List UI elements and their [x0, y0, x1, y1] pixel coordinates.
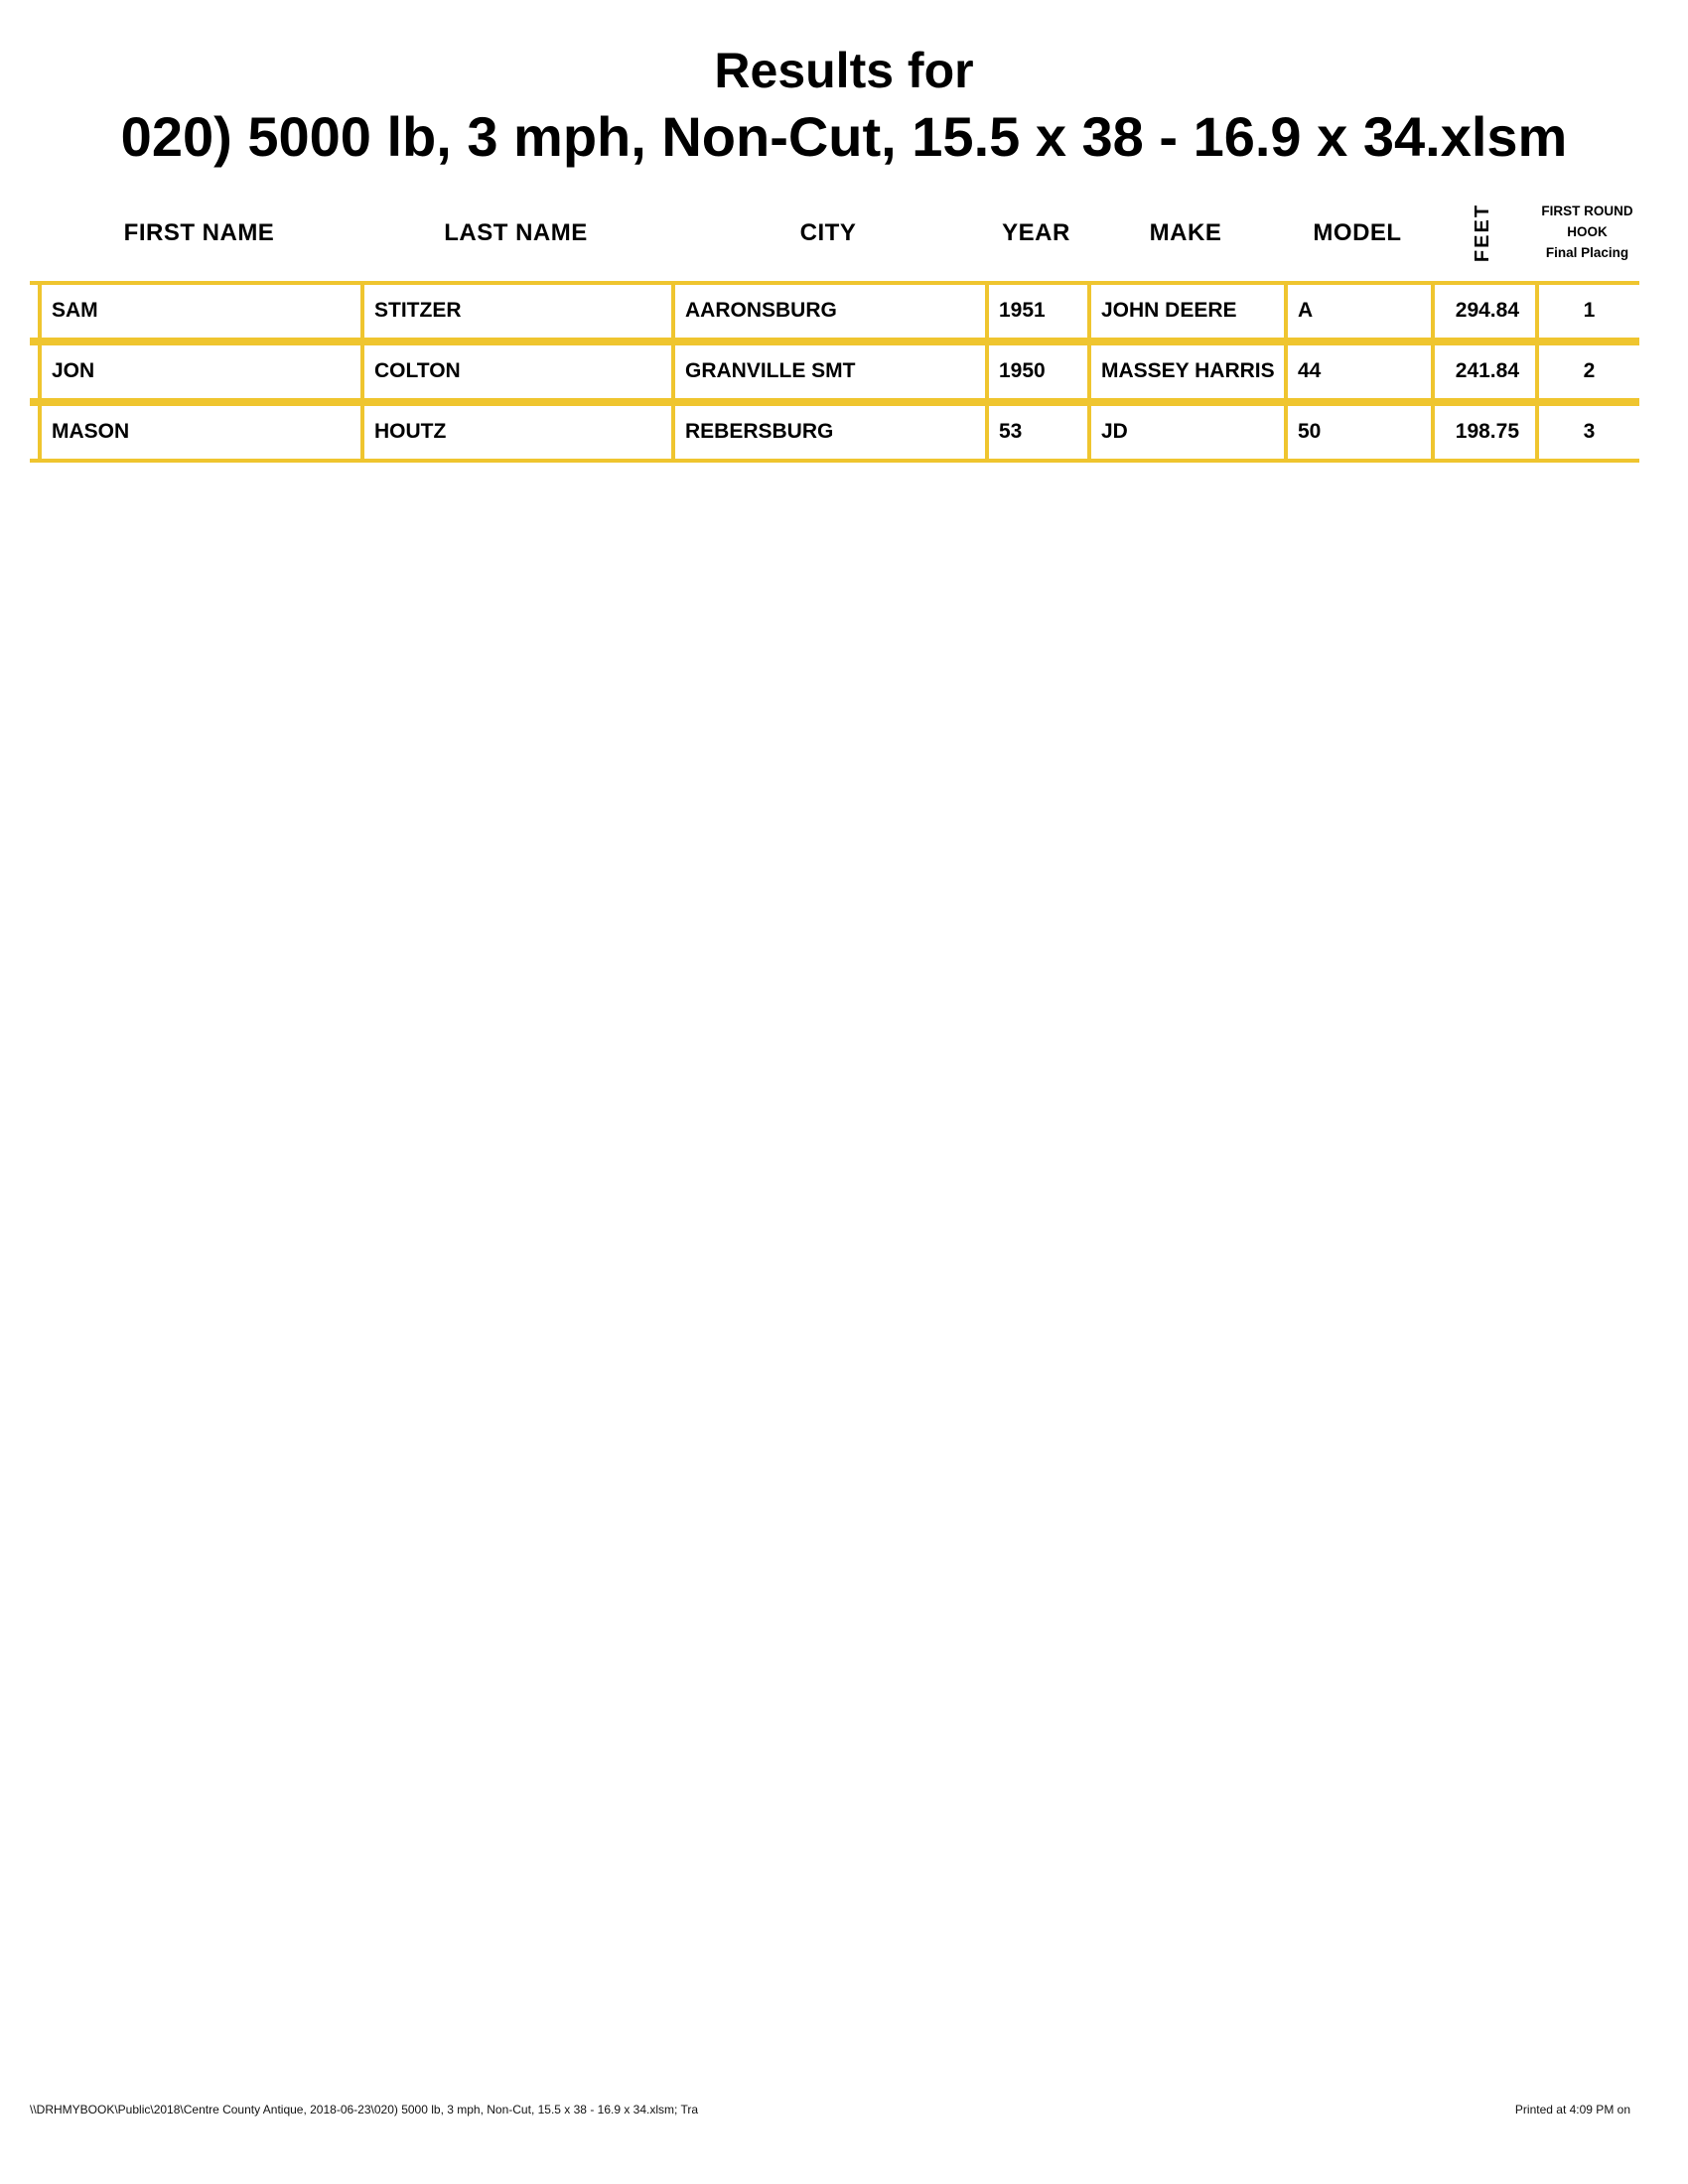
row-left-spacer — [30, 345, 38, 398]
results-table — [30, 186, 1639, 463]
cell-make: MASSEY HARRIS — [1087, 345, 1284, 398]
cell-feet: 241.84 — [1431, 345, 1535, 398]
cell-first-name: SAM — [38, 285, 360, 338]
cell-final-placing: 2 — [1535, 345, 1639, 398]
cell-final-placing: 1 — [1535, 285, 1639, 338]
column-header-first-name: FIRST NAME — [123, 218, 275, 246]
cell-city: AARONSBURG — [671, 285, 985, 338]
column-header-make: MAKE — [1149, 218, 1222, 246]
cell-year: 1950 — [985, 345, 1087, 398]
table-row — [30, 281, 1639, 341]
column-header-city: CITY — [799, 218, 857, 246]
cell-feet: 294.84 — [1431, 285, 1535, 338]
table-row — [30, 341, 1639, 402]
column-header-year: YEAR — [1002, 218, 1070, 246]
cell-first-name: MASON — [38, 406, 360, 459]
hook-header-line2: HOOK — [1567, 224, 1608, 240]
cell-feet: 198.75 — [1431, 406, 1535, 459]
cell-city: REBERSBURG — [671, 406, 985, 459]
hook-header-line3: Final Placing — [1545, 245, 1629, 261]
cell-last-name: COLTON — [360, 345, 671, 398]
cell-last-name: HOUTZ — [360, 406, 671, 459]
column-header-model: MODEL — [1313, 218, 1402, 246]
row-left-spacer — [30, 285, 38, 338]
cell-make: JD — [1087, 406, 1284, 459]
row-left-spacer — [30, 406, 38, 459]
column-header-feet: FEET — [1472, 204, 1493, 263]
cell-model: 50 — [1284, 406, 1431, 459]
column-header-first-round-hook — [1535, 202, 1639, 264]
cell-year: 53 — [985, 406, 1087, 459]
cell-last-name: STITZER — [360, 285, 671, 338]
column-header-last-name: LAST NAME — [444, 218, 588, 246]
cell-make: JOHN DEERE — [1087, 285, 1284, 338]
hook-header-line1: FIRST ROUND — [1541, 204, 1633, 219]
table-row — [30, 402, 1639, 463]
cell-city: GRANVILLE SMT — [671, 345, 985, 398]
cell-year: 1951 — [985, 285, 1087, 338]
column-header-feet-wrap — [1431, 186, 1535, 281]
table-header-row — [30, 186, 1639, 281]
cell-model: 44 — [1284, 345, 1431, 398]
footer-printed-timestamp: Printed at 4:09 PM on — [1514, 2103, 1630, 2116]
cell-final-placing: 3 — [1535, 406, 1639, 459]
cell-first-name: JON — [38, 345, 360, 398]
page-title: Results for — [714, 43, 974, 98]
cell-model: A — [1284, 285, 1431, 338]
footer-file-path: \\DRHMYBOOK\Public\2018\Centre County Antique, 2018-06-23\020) 5000 lb, 3 mph, Non-Cut, 15.5 x 38 - 16.9 x 34.xlsm; Tra — [30, 2103, 699, 2116]
page-subtitle-filename: 020) 5000 lb, 3 mph, Non-Cut, 15.5 x 38 - 16.9 x 34.xlsm — [120, 105, 1568, 168]
